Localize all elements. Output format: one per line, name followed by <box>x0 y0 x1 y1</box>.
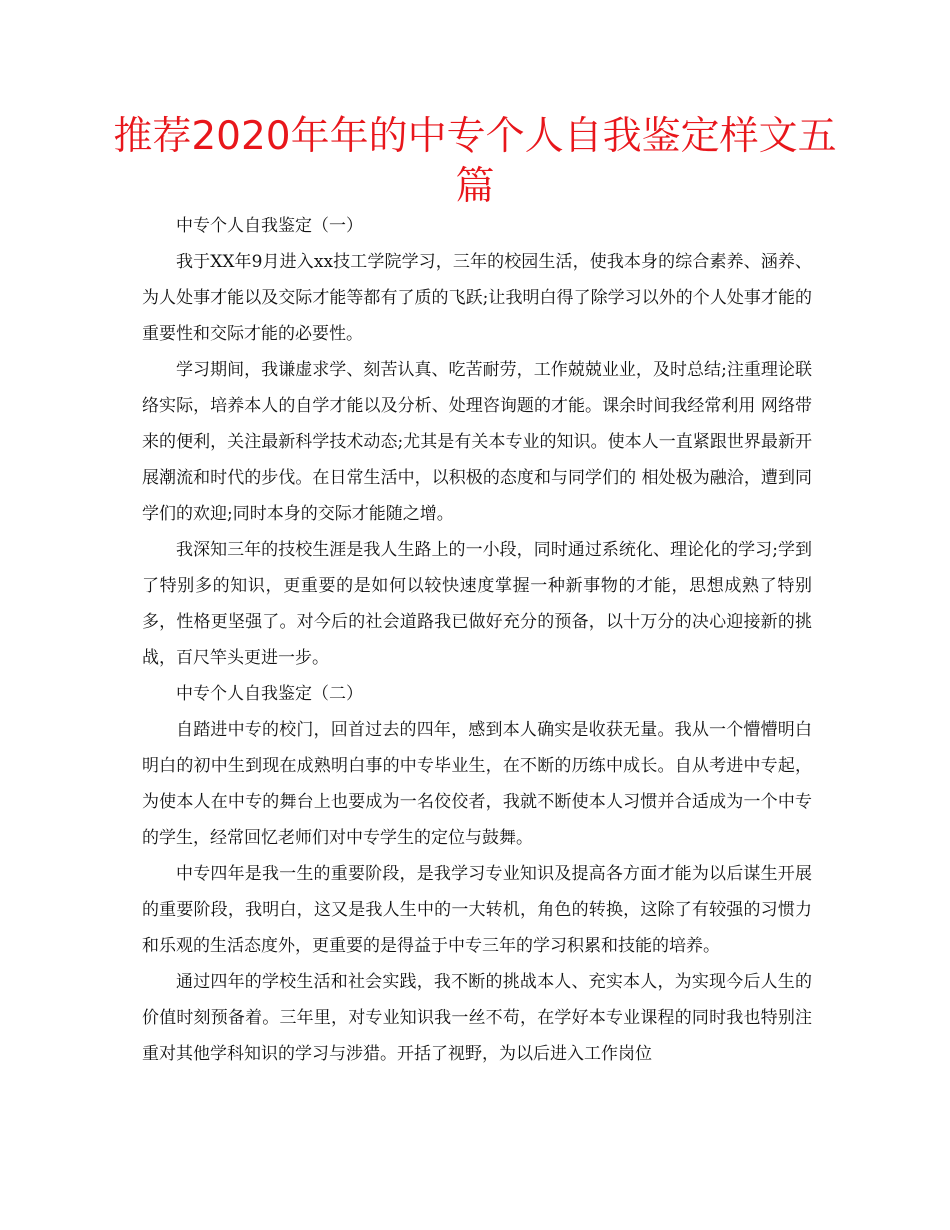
paragraph: 学习期间，我谦虚求学、刻苦认真、吃苦耐劳，工作兢兢业业，及时总结;注重理论联络实际，培养本人的自学才能以及分析、处理咨询题的才能。课余时间我经常利用 网络带来的便利，关注最新科学技术动态;尤其是有关本专业的知识。使本人一直紧跟世界最新开展潮流和时代的步伐。在日常生活中，以积极的态度和与同学们的 相处极为融洽，遭到同学们的欢迎;同时本身的交际才能随之增。 <box>142 360 812 524</box>
document-title: 推荐2020年年的中专个人自我鉴定样文五篇 <box>113 114 837 209</box>
paragraph: 通过四年的学校生活和社会实践，我不断的挑战本人、充实本人，为实现今后人生的价值时刻预备着。三年里，对专业知识我一丝不苟，在学好本专业课程的同时我也特别注重对其他学科知识的学习与涉猎。开括了视野，为以后进入工作岗位 <box>142 972 812 1064</box>
paragraph: 我深知三年的技校生涯是我人生路上的一小段，同时通过系统化、理论化的学习;学到了特别多的知识，更重要的是如何以较快速度掌握一种新事物的才能，思想成熟了特别多，性格更坚强了。对今后的社会道路我已做好充分的预备，以十万分的决心迎接新的挑战，百尺竿头更进一步。 <box>142 540 812 668</box>
paragraph: 我于XX年9月进入xx技工学院学习，三年的校园生活，使我本身的综合素养、涵养、为人处事才能以及交际才能等都有了质的飞跃;让我明白得了除学习以外的个人处事才能的重要性和交际才能的必要性。 <box>142 252 812 344</box>
section-heading: 中专个人自我鉴定（二） <box>176 684 363 704</box>
paragraph: 中专四年是我一生的重要阶段，是我学习专业知识及提高各方面才能为以后谋生开展的重要阶段，我明白，这又是我人生中的一大转机，角色的转换，这除了有较强的习惯力和乐观的生活态度外，更重要的是得益于中专三年的学习积累和技能的培养。 <box>142 864 812 956</box>
section-heading: 中专个人自我鉴定（一） <box>176 216 363 236</box>
document-body <box>142 208 812 1072</box>
paragraph: 自踏进中专的校门，回首过去的四年，感到本人确实是收获无量。我从一个懵懵明白明白的初中生到现在成熟明白事的中专毕业生，在不断的历练中成长。自从考进中专起，为使本人在中专的舞台上也要成为一名佼佼者，我就不断使本人习惯并合适成为一个中专的学生，经常回忆老师们对中专学生的定位与鼓舞。 <box>142 720 812 848</box>
